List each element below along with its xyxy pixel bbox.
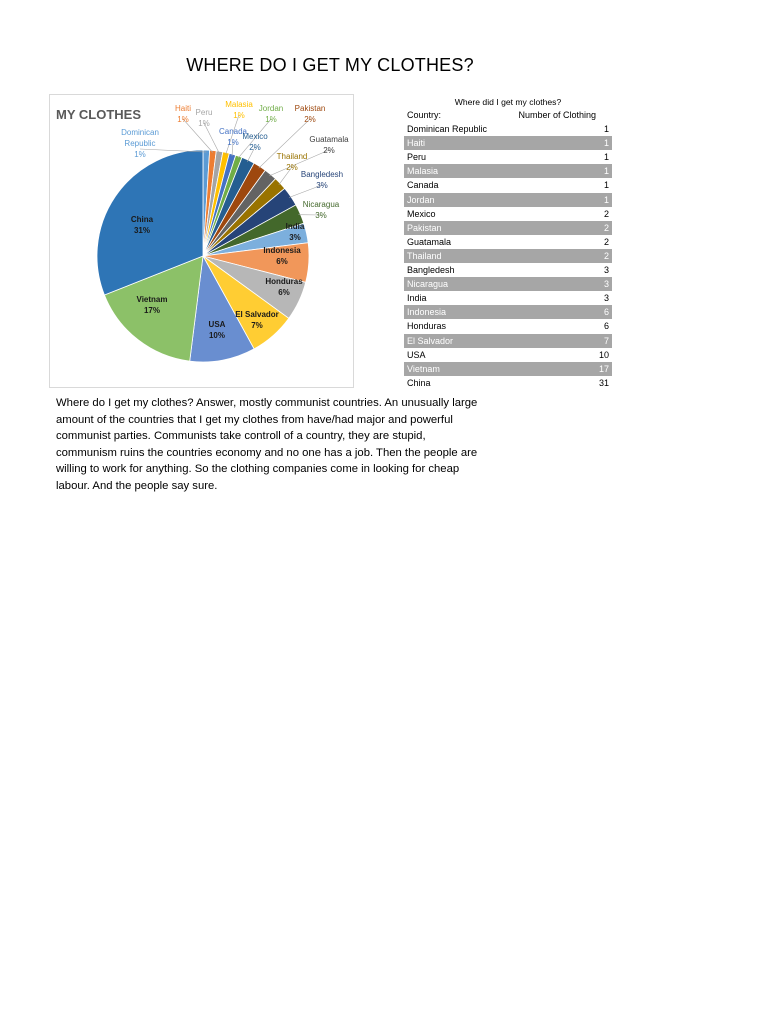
table-cell-count: 1 (603, 124, 609, 135)
slice-label: El Salvador 7% (235, 310, 279, 330)
table-cell-count: 2 (603, 250, 609, 261)
table-cell-country: Honduras (407, 321, 447, 332)
slice-label: USA 10% (208, 320, 226, 340)
table-row (404, 249, 612, 263)
table-row (404, 150, 612, 164)
table-row (404, 207, 612, 221)
table-cell-count: 6 (603, 307, 609, 318)
table-cell-count: 1 (603, 166, 609, 177)
slice-label: Honduras 6% (265, 277, 303, 297)
slice-label: Nicaragua 3% (302, 200, 340, 220)
table-cell-country: Indonesia (407, 307, 447, 318)
table-row (404, 136, 612, 150)
slice-label: Haiti 1% (174, 104, 192, 124)
slice-label: Bangledesh 3% (300, 170, 344, 190)
table-cell-country: Vietnam (407, 363, 440, 374)
clothing-table (404, 96, 612, 390)
table-cell-country: Haiti (407, 138, 426, 149)
table-cell-count: 2 (603, 208, 609, 219)
table-row (404, 291, 612, 305)
table-row (404, 193, 612, 207)
slice-label: Peru 1% (195, 108, 213, 128)
table-cell-country: Peru (407, 152, 427, 163)
table-row (404, 235, 612, 249)
table-cell-count: 1 (603, 138, 609, 149)
table-cell-count: 7 (603, 335, 609, 346)
table-caption: Where did I get my clothes? (454, 97, 562, 107)
table-row (404, 122, 612, 136)
table-cell-country: India (407, 293, 427, 304)
table-cell-count: 1 (603, 194, 609, 205)
slice-label: Mexico 2% (242, 132, 268, 152)
table-cell-count: 2 (603, 222, 609, 233)
header-country: Country: (407, 110, 442, 120)
table-cell-country: Dominican Republic (407, 124, 488, 135)
table-cell-count: 1 (603, 152, 609, 163)
table-cell-country: China (407, 377, 431, 388)
pie-slices (97, 150, 309, 362)
table-cell-country: Bangledesh (407, 265, 455, 276)
slice-label: Malasia 1% (225, 100, 253, 120)
table-row (404, 319, 612, 333)
table-cell-count: 31 (598, 377, 609, 388)
table-row (404, 221, 612, 235)
table-cell-count: 17 (598, 363, 609, 374)
table-cell-count: 3 (603, 293, 609, 304)
slice-label: China 31% (130, 215, 154, 235)
table-cell-country: USA (407, 349, 426, 360)
table-cell-country: Guatamala (407, 236, 452, 247)
table-row (404, 305, 612, 319)
body-paragraph: Where do I get my clothes? Answer, mostly communist countries. An unusually large amount of the countries that I get my clothes from have/had major and powerful communist parties. Communists take controll of a country, they are stupid, communism ruins the countries economy and no one has a job. Then the people are willing to work for anything. So the clothing companies come in looking for cheap labour. And the people say sure. (56, 397, 478, 492)
table-cell-count: 6 (603, 321, 609, 332)
pie-chart-svg (50, 95, 353, 387)
table-row (404, 178, 612, 192)
page-title: WHERE DO I GET MY CLOTHES? (186, 55, 474, 75)
table-cell-country: Thailand (407, 250, 442, 261)
table-row (404, 348, 612, 362)
slice-label: Jordan 1% (258, 104, 284, 124)
slice-label: Indonesia 6% (263, 246, 301, 266)
table-body (404, 122, 612, 390)
table-row (404, 334, 612, 348)
table-cell-country: El Salvador (407, 335, 454, 346)
table-cell-country: Canada (407, 180, 439, 191)
slice-label: Canada 1% (218, 127, 248, 147)
header-number: Number of Clothing (518, 110, 596, 120)
chart-title: MY CLOTHES (56, 107, 141, 122)
table-row (404, 263, 612, 277)
table-header-row (404, 108, 612, 122)
table-cell-country: Nicaragua (407, 279, 449, 290)
slice-label: Dominican Republic 1% (121, 128, 159, 159)
table-cell-count: 10 (598, 349, 609, 360)
slice-label: India 3% (285, 222, 305, 242)
table-cell-country: Mexico (407, 208, 436, 219)
slice-label: Vietnam 17% (136, 295, 168, 315)
table-cell-count: 3 (603, 279, 609, 290)
table-row (404, 376, 612, 390)
slice-label: Pakistan 2% (294, 104, 326, 124)
table-row (404, 362, 612, 376)
slice-label: Thailand 2% (276, 152, 308, 172)
slice-label: Guatamala 2% (309, 135, 349, 155)
table-cell-country: Jordan (407, 194, 435, 205)
table-cell-count: 1 (603, 180, 609, 191)
table-row (404, 277, 612, 291)
table-cell-country: Pakistan (407, 222, 442, 233)
table-cell-count: 3 (603, 265, 609, 276)
table-row (404, 164, 612, 178)
table-cell-country: Malasia (407, 166, 439, 177)
table-cell-count: 2 (603, 236, 609, 247)
pie-chart (49, 94, 354, 388)
